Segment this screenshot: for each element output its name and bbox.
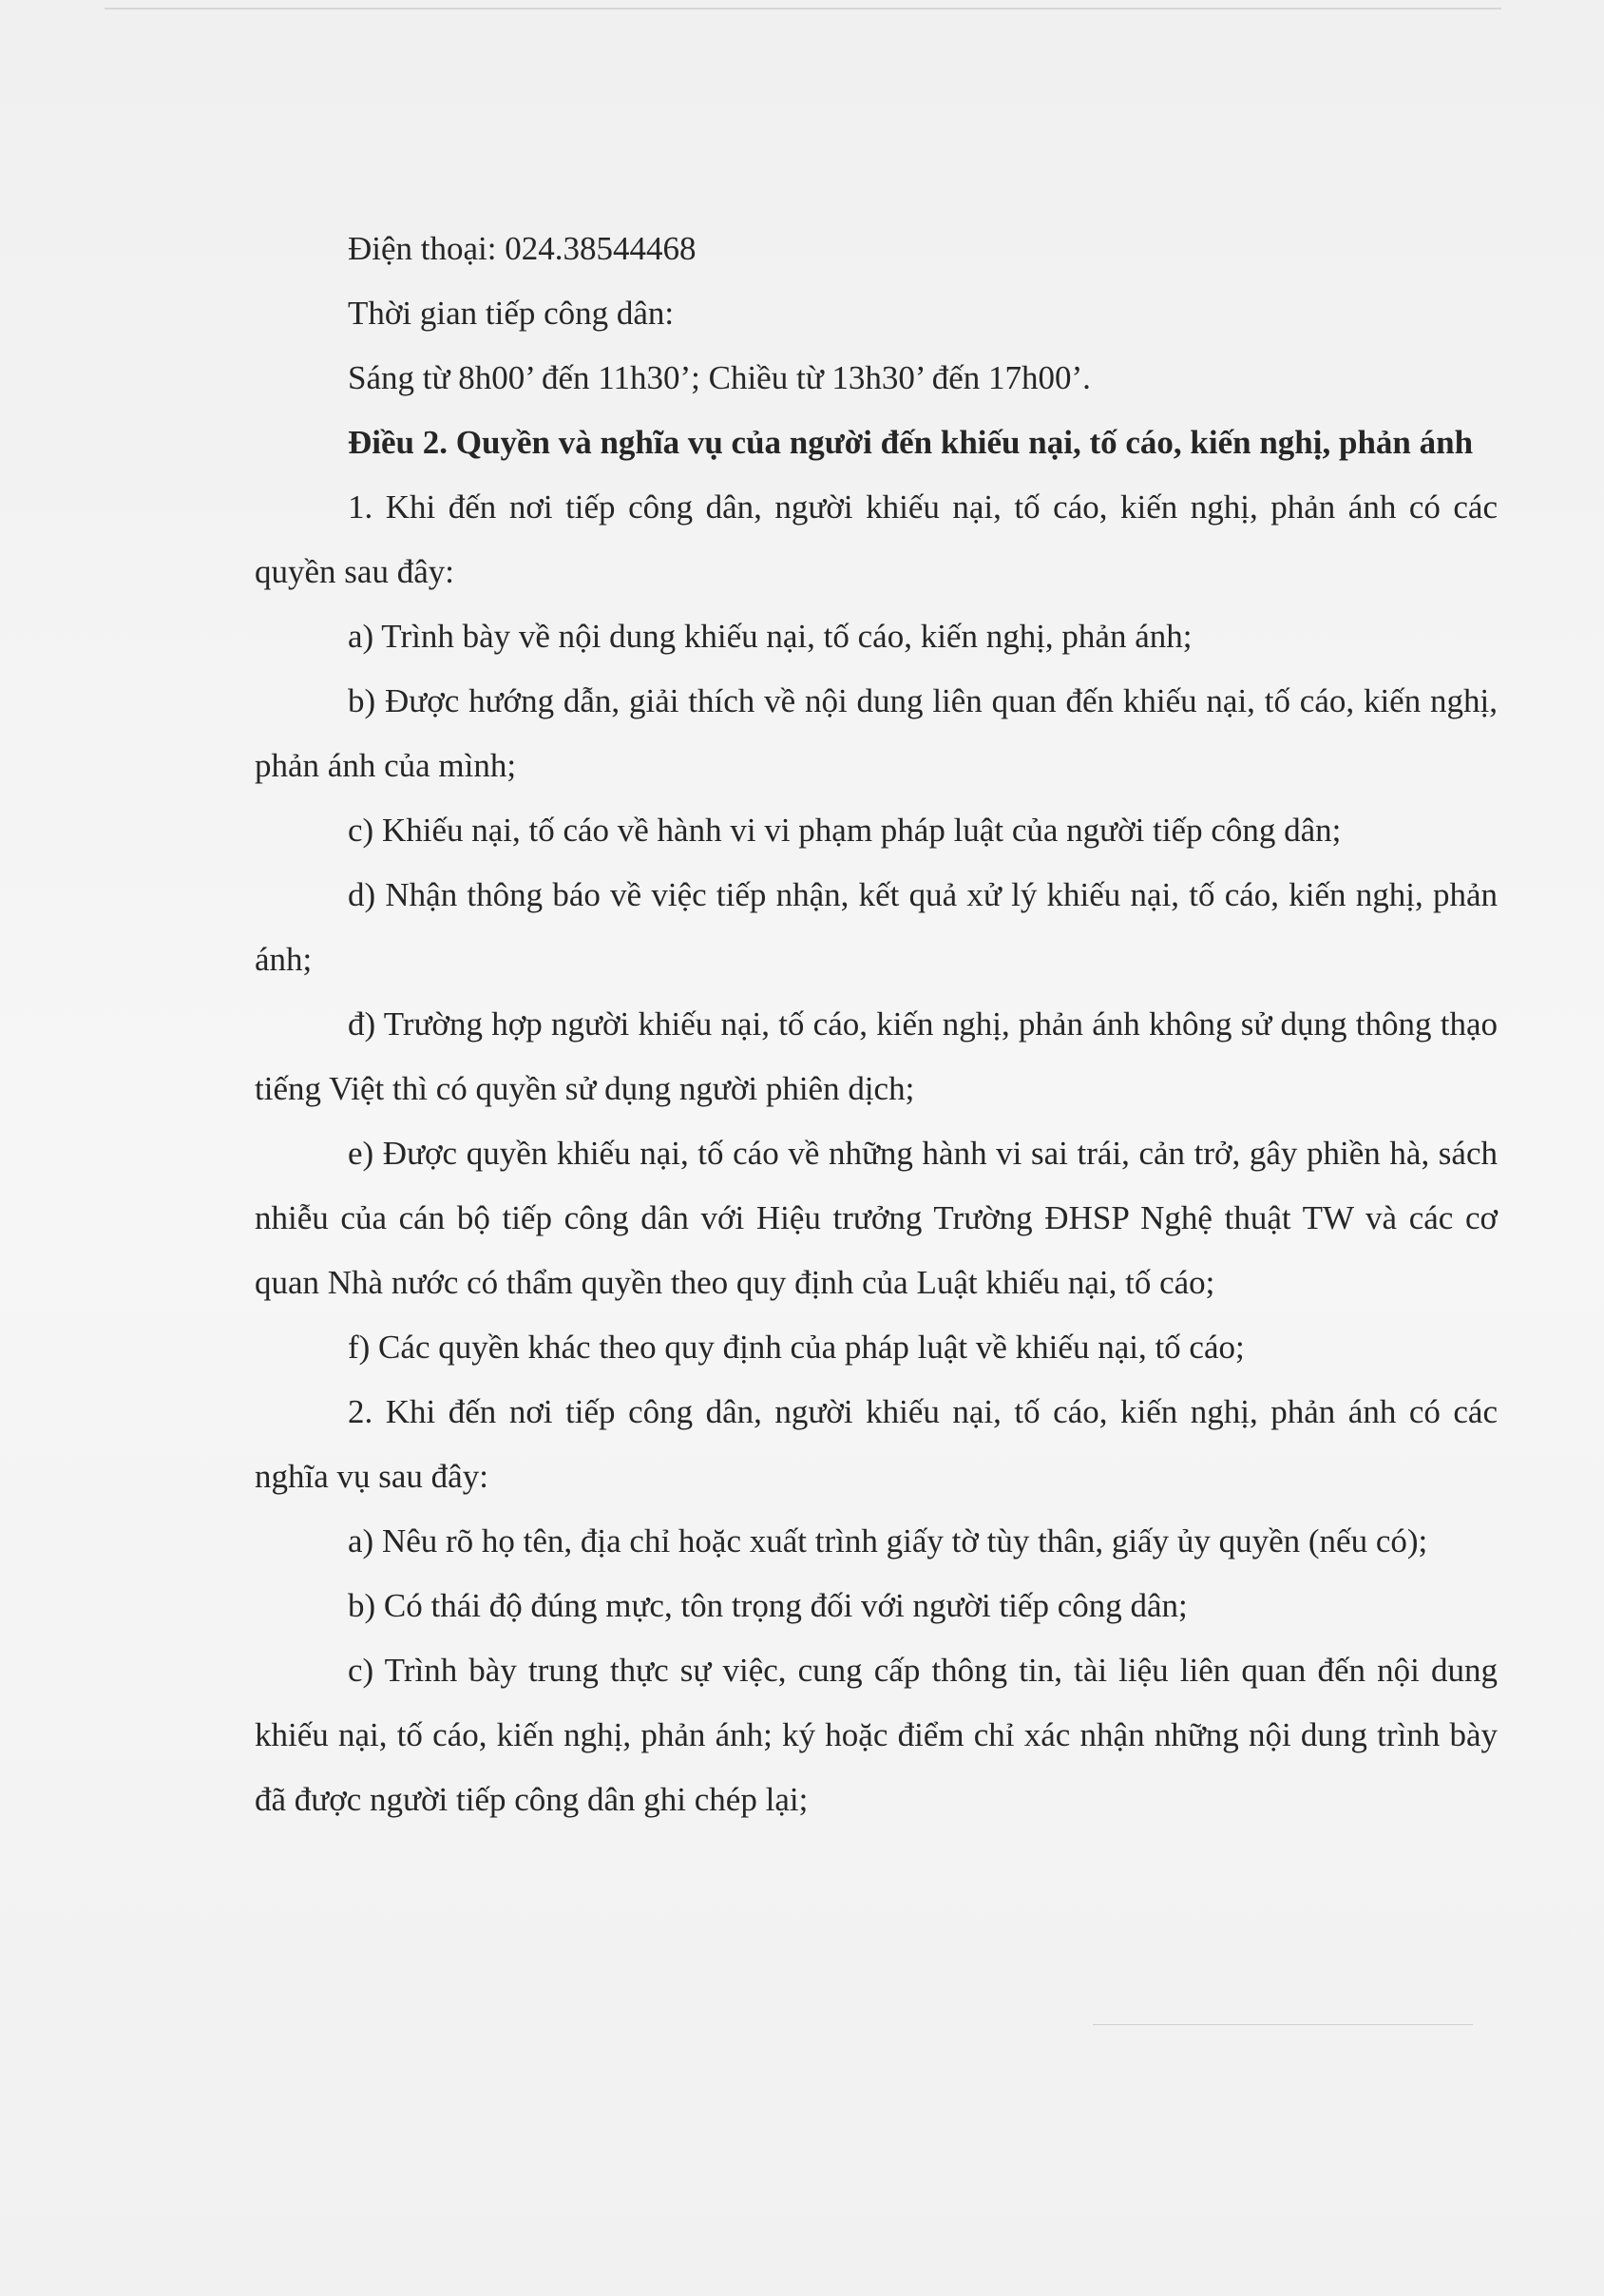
reception-hours: Sáng từ 8h00’ đến 11h30’; Chiều từ 13h30’ đến 17h00’.: [348, 359, 1091, 396]
clause-1-item-b: b) Được hướng dẫn, giải thích về nội dung liên quan đến khiếu nại, tố cáo, kiến nghị, phản ánh của mình;: [255, 682, 1498, 784]
phone-line: Điện thoại: 024.38544468: [348, 230, 697, 267]
clause-1-item-e: e) Được quyền khiếu nại, tố cáo về những hành vi sai trái, cản trở, gây phiền hà, sách nhiễu của cán bộ tiếp công dân với Hiệu trưởng Trường ĐHSP Nghệ thuật TW và các cơ quan Nhà nước có thẩm quyền theo quy định của Luật khiếu nại, tố cáo;: [255, 1135, 1498, 1301]
clause-2-item-a: a) Nêu rõ họ tên, địa chỉ hoặc xuất trình giấy tờ tùy thân, giấy ủy quyền (nếu có);: [348, 1522, 1428, 1559]
clause-1-item-d: d) Nhận thông báo về việc tiếp nhận, kết quả xử lý khiếu nại, tố cáo, kiến nghị, phản ánh;: [255, 876, 1498, 978]
clause-2-item-c: c) Trình bày trung thực sự việc, cung cấp thông tin, tài liệu liên quan đến nội dung khiếu nại, tố cáo, kiến nghị, phản ánh; ký hoặc điểm chỉ xác nhận những nội dung trình bày đã được người tiếp công dân ghi chép lại;: [255, 1652, 1498, 1818]
article-2-heading: Điều 2. Quyền và nghĩa vụ của người đến khiếu nại, tố cáo, kiến nghị, phản ánh: [348, 424, 1474, 461]
clause-2-intro: 2. Khi đến nơi tiếp công dân, người khiếu nại, tố cáo, kiến nghị, phản ánh có các nghĩa vụ sau đây:: [255, 1393, 1498, 1495]
clause-1-item-a: a) Trình bày về nội dung khiếu nại, tố cáo, kiến nghị, phản ánh;: [348, 618, 1193, 655]
clause-1-item-c: c) Khiếu nại, tố cáo về hành vi vi phạm pháp luật của người tiếp công dân;: [348, 812, 1342, 849]
clause-1-intro: 1. Khi đến nơi tiếp công dân, người khiếu nại, tố cáo, kiến nghị, phản ánh có các quyền sau đây:: [255, 488, 1498, 590]
clause-1-item-f: f) Các quyền khác theo quy định của pháp luật về khiếu nại, tố cáo;: [348, 1329, 1245, 1366]
trailing-rule: [1093, 2024, 1473, 2025]
reception-time-label: Thời gian tiếp công dân:: [348, 295, 675, 332]
clause-2-item-b: b) Có thái độ đúng mực, tôn trọng đối với người tiếp công dân;: [348, 1587, 1188, 1624]
document-body: [255, 217, 1498, 1832]
clause-1-item-dd: đ) Trường hợp người khiếu nại, tố cáo, kiến nghị, phản ánh không sử dụng thông thạo tiếng Việt thì có quyền sử dụng người phiên dịch;: [255, 1005, 1498, 1107]
top-edge-rule: [105, 8, 1501, 10]
